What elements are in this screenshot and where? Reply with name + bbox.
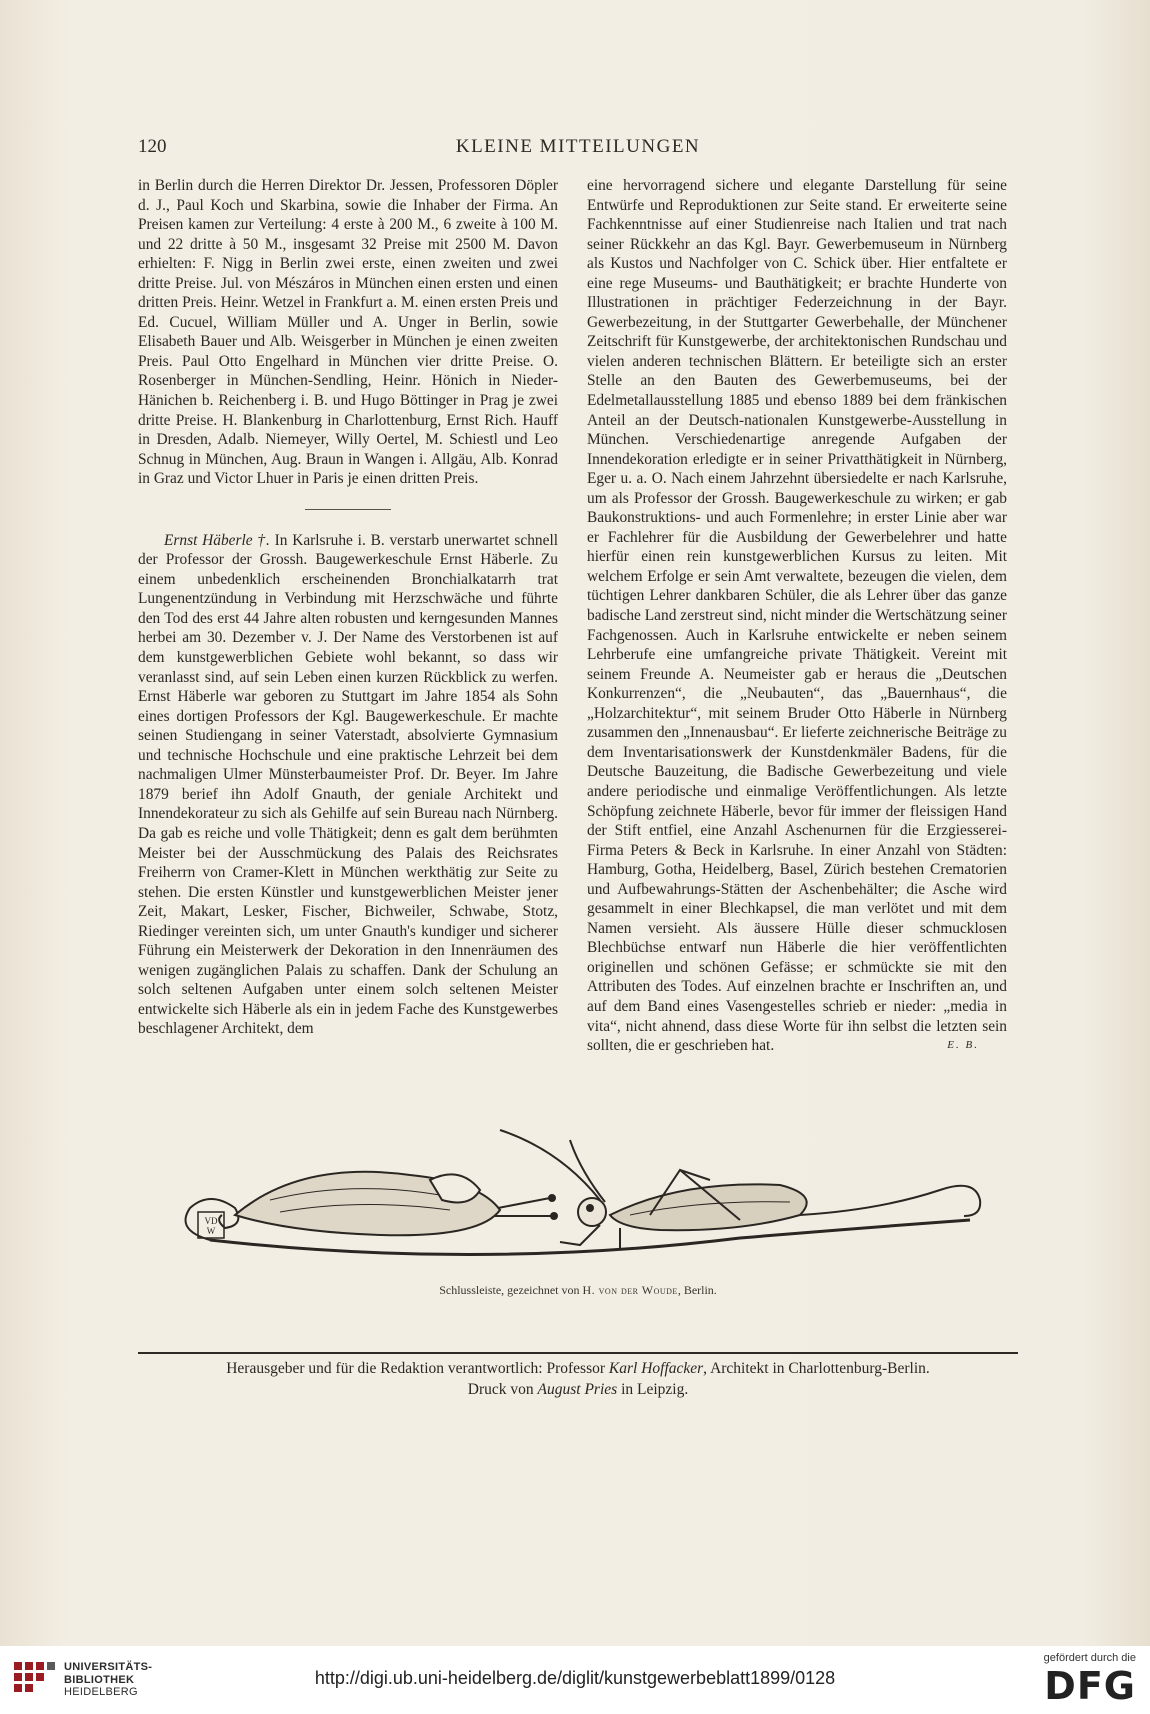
imprint-printer-suffix: in Leipzig. — [617, 1381, 689, 1398]
obituary-name: Ernst Häberle †. — [164, 531, 270, 549]
right-column — [587, 176, 1007, 1056]
library-line-3: HEIDELBERG — [64, 1686, 138, 1698]
caption-prefix: Schlussleiste, gezeichnet von — [439, 1283, 583, 1297]
author-signature: E. B. — [947, 1039, 979, 1052]
permalink-url[interactable]: http://digi.ub.uni-heidelberg.de/diglit/kunstgewerbeblatt1899/0128 — [314, 1668, 836, 1688]
illustration-caption — [138, 1283, 1018, 1298]
dfg-logo: DFG — [1044, 1664, 1136, 1708]
imprint-printer-name: August Pries — [537, 1381, 618, 1398]
page-header — [138, 136, 1018, 160]
slug-and-grasshopper-vignette — [180, 1120, 1000, 1270]
obituary-continuation — [587, 176, 1007, 1056]
imprint-editor-suffix: , Architekt in Charlottenburg-Berlin. — [703, 1360, 930, 1377]
library-line-2: BIBLIOTHEK — [64, 1673, 135, 1686]
page-number: 120 — [138, 136, 167, 157]
obituary-paragraph — [138, 531, 558, 1039]
caption-suffix: , Berlin. — [677, 1283, 717, 1297]
imprint-line-printer — [138, 1379, 1018, 1400]
obituary-text: In Karlsruhe i. B. verstarb unerwartet schnell der Professor der Grossh. Baugewerkeschule Ernst Häberle. Zu einem unbedenklich erscheinenden Bronchialkatarrh trat Lungenentzündung in Verbindung mit Herzschwäche und führte den Tod des erst 44 Jahre alten robusten und kerngesunden Mannes herbei am 30. Dezember v. J. Der Name des Verstorbenen ist auf dem kunstgewerblichen Gebiete wohl bekannt, so dass wir veranlasst sind, auf sein Leben einen kurzen Rückblick zu werfen. Ernst Häberle war geboren zu Stuttgart im Jahre 1854 als Sohn eines dortigen Professors der Kgl. Baugewerkeschule. Er machte seinen Studiengang in seiner Vaterstadt, absolvierte Gymnasium und technische Hochschule und eine praktische Lehrzeit bei dem nachmaligen Ulmer Münsterbaumeister Prof. Dr. Beyer. Im Jahre 1879 berief ihn Adolf Gnauth, der geniale Architekt und Innendekorateur zu sich als Gehilfe auf sein Bureau nach Nürnberg. Da gab es reiche und volle Thätigkeit; denn es galt dem berühmten Meister bei der Ausschmückung des Palais des Reichsrates Freiherrn von Cramer-Klett in München werkthätig zur Seite zu stehen. Die ersten Künstler und kunstgewerblichen Meister jener Zeit, Makart, Lesker, Fischer, Bichweiler, Schwabe, Stotz, Riedinger vereinten sich, um unter Gnauth's kundiger und sicherer Führung ein Meisterwerk der Dekoration in den Innenräumen des wenigen zugänglichen Palais zu schaffen. Dank der Schulung an solch seltenen Aufgaben unter einem solch seltenen Meister entwickelte sich Häberle als ein in jedem Fache des Kunstgewerbes beschlagener Architekt, dem — [138, 531, 558, 1038]
imprint-rule — [138, 1352, 1018, 1354]
prize-list-paragraph: in Berlin durch die Herren Direktor Dr. Jessen, Professoren Döpler d. J., Paul Koch und Skarbina, sowie die Inhaber der Firma. An Preisen kamen zur Verteilung: 4 erste à 200 M., 6 zweite à 100 M. und 22 dritte à 50 M., insgesamt 32 Preise mit 2500 M. Davon erhielten: F. Nigg in Berlin zwei erste, einen zweiten und zwei dritte Preise. Jul. von Mészáros in München einen ersten und einen dritten Preis. Heinr. Wetzel in Frankfurt a. M. einen ersten Preis und Ed. Cucuel, William Müller und A. Unger in Berlin, sowie Elisabeth Bauer und Alb. Weisgerber in München je einen zweiten Preis. Paul Otto Engelhard in München vier dritte Preise. O. Rosenberger in München-Sendling, Heinr. Hönich in Nieder-Hänichen b. Reichenberg i. B. und Hugo Böttinger in Prag je zwei dritte Preise. H. Blankenburg in Charlottenburg, Ernst Rich. Hauff in Dresden, Adalb. Niemeyer, Willy Oertel, M. Schiestl und Leo Schnug in München, Aug. Braun in Wangen i. Allgäu, Alb. Konrad in Graz und Victor Lhuer in Paris je einen dritten Preis. — [138, 177, 558, 488]
imprint-line-editor — [138, 1358, 1018, 1379]
digitization-footer — [0, 1646, 1150, 1714]
imprint-editor-prefix: Herausgeber und für die Redaktion verantwortlich: Professor — [226, 1360, 609, 1377]
funding-label: gefördert durch die — [1043, 1652, 1136, 1664]
library-line-1: UNIVERSITÄTS- — [64, 1661, 153, 1673]
imprint — [138, 1358, 1018, 1400]
caption-artist: H. von der Woude — [582, 1283, 678, 1297]
section-divider — [305, 509, 391, 510]
svg-text:W: W — [206, 1226, 216, 1236]
imprint-editor-name: Karl Hoffacker — [608, 1360, 704, 1377]
imprint-printer-prefix: Druck von — [467, 1381, 538, 1398]
obituary-continuation-text: eine hervorragend sichere und elegante Darstellung für seine Entwürfe und Reproduktionen zur Seite stand. Er erweiterte seine Fachkenntnisse auf einer Studienreise nach Italien und trat nach seiner Rückkehr an das Kgl. Bayr. Gewerbemuseum in Nürnberg als Kustos und Nachfolger von C. Schick über. Hier entfaltete er eine rege Museums- und Bauthätigkeit; er brachte Hunderte von Illustrationen in prächtiger Federzeichnung in der Bayr. Gewerbezeitung, in der Stuttgarter Gewerbehalle, der Münchener Zeitschrift für Kunstgewerbe, der architektonischen Rundschau und vielen anderen technischen Blättern. Er beteiligte sich an erster Stelle an den Bauten des Gewerbemuseums, bei der Edelmetallausstellung 1885 und ebenso 1889 bei dem fränkischen Anteil an der Deutsch-nationalen Kunstgewerbe-Ausstellung in München. Verschiedenartige anregende Aufgaben der Innendekoration erledigte er in seiner Privatthätigkeit in Nürnberg, Eger u. a. O. Nach einem Jahrzehnt übersiedelte er nach Karlsruhe, um als Professor der Grossh. Baugewerkeschule zu wirken; er gab Baukonstruktions- und auch Formenlehre; in erster Linie aber war er Fachlehrer für die Ausbildung der Gewerbelehrer und hatte hierfür einen rein kunstgewerblichen Kursus zu leiten. Mit welchem Erfolge er sein Amt verwaltete, bezeugen die vielen, dem tüchtigen Lehrer dankbaren Schüler, die als Lehrer über das ganze badische Land zerstreut sind, nicht minder die Wertschätzung seiner Fachgenossen. Auch in Karlsruhe entwickelte er neben seinem Lehrberufe eine umfangreiche private Thätigkeit. Vereint mit seinem Freunde A. Neumeister gab er heraus die „Deutschen Konkurrenzen“, die „Neubauten“, das „Bauernhaus“, die „Holzarchitektur“, mit seinem Bruder Otto Häberle in Nürnberg zusammen den „Innenausbau“. Er lieferte zeichnerische Beiträge zu dem Inventarisationswerk der Kunstdenkmäler Badens, für die Deutsche Bauzeitung, die Badische Gewerbezeitung und viele andere periodische und einmalige Veröffentlichungen. Als letzte Schöpfung zeichnete Häberle, bevor für immer der fleissigen Hand der Stift entfiel, eine Anzahl Aschenurnen für die Erzgiesserei-Firma Peters & Beck in Karlsruhe. In einer Anzahl von Städten: Hamburg, Gotha, Heidelberg, Basel, Zürich bestehen Crematorien und Aufbewahrungs-Stätten der Aschenbehälter; die Asche wird gesammelt in einer Blechkapsel, die man verlötet und mit dem Namen versieht. Als äussere Hülle dieser schmucklosen Blechbüchse entwarf nun Häberle die hier veröffentlichten originellen und schönen Gefässe; er schmückte sie mit den Attributen des Todes. Auf einzelnen brachte er Inschriften an, und auf dem Band eines Vasengestelles schrieb er nieder: „media in vita“, nicht ahnend, dass diese Worte für ihn selbst die letzten sein sollten, die er geschrieben hat. — [587, 177, 1007, 1055]
page-title: KLEINE MITTEILUNGEN — [455, 136, 701, 157]
svg-text:VD: VD — [204, 1216, 218, 1226]
left-column — [138, 176, 558, 1039]
